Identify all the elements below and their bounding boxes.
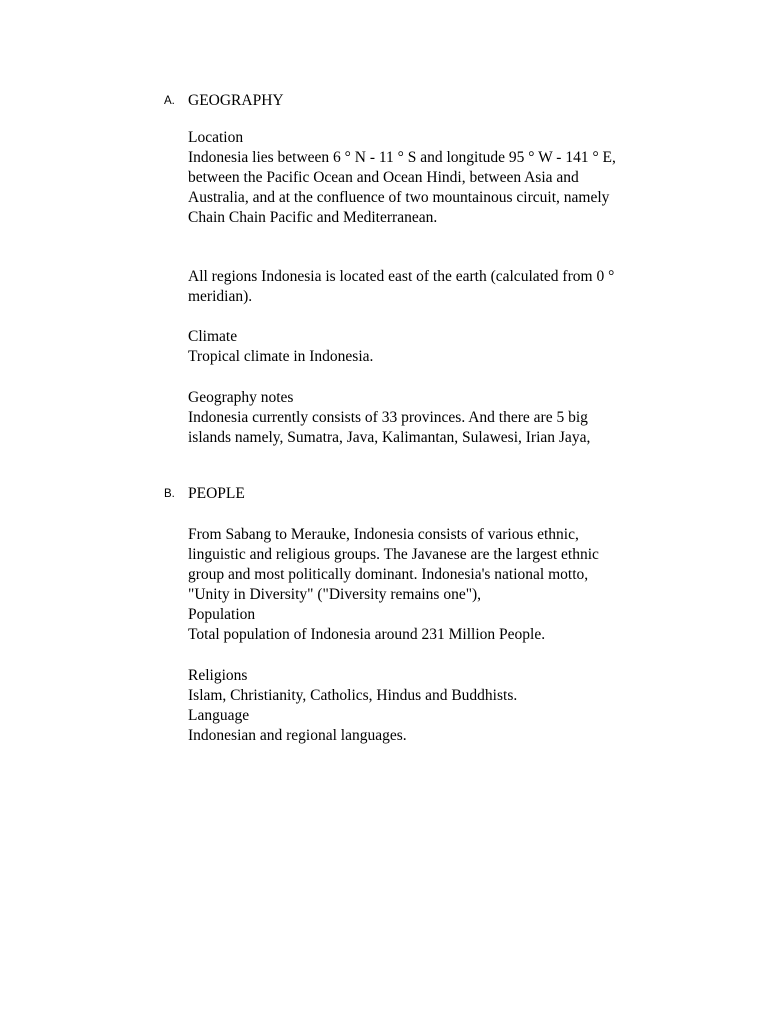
people-intro-block [188, 525, 688, 645]
paragraph-line: "Unity in Diversity" ("Diversity remains one"), [188, 586, 482, 603]
location-block [188, 128, 688, 228]
paragraph-line: Indonesia lies between 6 ° N - 11 ° S and longitude 95 ° W - 141 ° E, [188, 149, 616, 166]
section-marker: A. [164, 95, 175, 107]
section-title: GEOGRAPHY [188, 92, 284, 109]
population-label: Population [188, 606, 256, 623]
regions-paragraph [188, 267, 688, 307]
religions-label: Religions [188, 667, 248, 684]
paragraph-line: linguistic and religious groups. The Javanese are the largest ethnic [188, 546, 599, 563]
language-label: Language [188, 707, 250, 724]
paragraph-line: Indonesia currently consists of 33 provinces. And there are 5 big [188, 409, 588, 426]
climate-block [188, 327, 688, 367]
paragraph-line: between the Pacific Ocean and Ocean Hindi, between Asia and [188, 169, 579, 186]
paragraph-line: meridian). [188, 288, 253, 305]
paragraph-line: Australia, and at the confluence of two mountainous circuit, namely [188, 189, 610, 206]
location-label: Location [188, 129, 244, 146]
geography-notes-block [188, 388, 688, 448]
paragraph-line: All regions Indonesia is located east of the earth (calculated from 0 ° [188, 268, 615, 285]
notes-label: Geography notes [188, 389, 294, 406]
paragraph-line: group and most politically dominant. Indonesia's national motto, [188, 566, 589, 583]
section-marker: B. [164, 488, 175, 500]
paragraph-line: Chain Chain Pacific and Mediterranean. [188, 209, 438, 226]
climate-label: Climate [188, 328, 238, 345]
population-text: Total population of Indonesia around 231 Million People. [188, 626, 546, 643]
language-text: Indonesian and regional languages. [188, 727, 407, 744]
religions-language-block [188, 666, 688, 746]
paragraph-line: islands namely, Sumatra, Java, Kalimantan, Sulawesi, Irian Jaya, [188, 429, 591, 446]
paragraph-line: From Sabang to Merauke, Indonesia consists of various ethnic, [188, 526, 579, 543]
religions-text: Islam, Christianity, Catholics, Hindus and Buddhists. [188, 687, 518, 704]
climate-text: Tropical climate in Indonesia. [188, 348, 374, 365]
section-title: PEOPLE [188, 485, 245, 502]
